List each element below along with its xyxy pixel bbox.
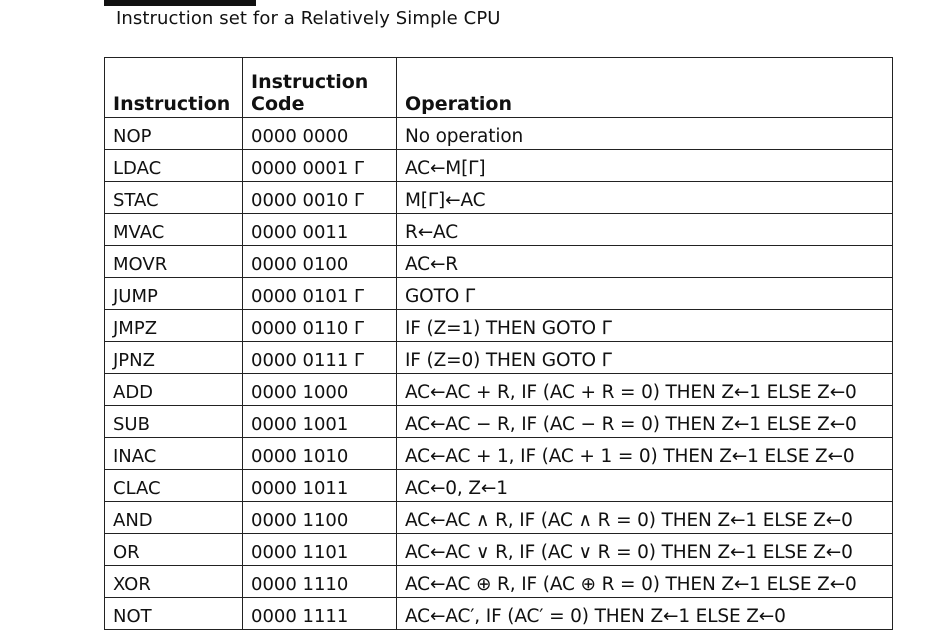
table-caption: Instruction set for a Relatively Simple CPU [116, 8, 501, 29]
table-row [105, 342, 893, 374]
cell-operation: AC←AC ⊕ R, IF (AC ⊕ R = 0) THEN Z←1 ELSE Z←0 [397, 566, 893, 598]
cell-code: 0000 1011 [243, 470, 397, 502]
table-row [105, 470, 893, 502]
cell-code: 0000 0111 Γ [243, 342, 397, 374]
cell-operation: AC←AC − R, IF (AC − R = 0) THEN Z←1 ELSE Z←0 [397, 406, 893, 438]
cell-code: 0000 1000 [243, 374, 397, 406]
instruction-table [104, 57, 893, 630]
cell-operation: AC←AC + R, IF (AC + R = 0) THEN Z←1 ELSE Z←0 [397, 374, 893, 406]
cell-code: 0000 0110 Γ [243, 310, 397, 342]
cell-instruction: STAC [105, 182, 243, 214]
table-row [105, 214, 893, 246]
cell-operation: IF (Z=0) THEN GOTO Γ [397, 342, 893, 374]
cell-operation: R←AC [397, 214, 893, 246]
cell-operation: AC←AC ∧ R, IF (AC ∧ R = 0) THEN Z←1 ELSE Z←0 [397, 502, 893, 534]
cell-code: 0000 0010 Γ [243, 182, 397, 214]
cell-instruction: LDAC [105, 150, 243, 182]
cell-operation: AC←R [397, 246, 893, 278]
cell-operation: AC←AC′, IF (AC′ = 0) THEN Z←1 ELSE Z←0 [397, 598, 893, 630]
table-row [105, 438, 893, 470]
cell-instruction: ADD [105, 374, 243, 406]
table-row [105, 310, 893, 342]
cell-code: 0000 1101 [243, 534, 397, 566]
cell-instruction: OR [105, 534, 243, 566]
table-row [105, 246, 893, 278]
cell-code: 0000 1110 [243, 566, 397, 598]
cell-instruction: JPNZ [105, 342, 243, 374]
cell-code: 0000 0000 [243, 118, 397, 150]
cell-instruction: SUB [105, 406, 243, 438]
table-row [105, 118, 893, 150]
cell-instruction: NOP [105, 118, 243, 150]
cell-instruction: MVAC [105, 214, 243, 246]
cell-code: 0000 1010 [243, 438, 397, 470]
header-operation: Operation [397, 58, 893, 118]
table-row [105, 374, 893, 406]
cell-operation: No operation [397, 118, 893, 150]
cell-code: 0000 1111 [243, 598, 397, 630]
cell-instruction: XOR [105, 566, 243, 598]
cell-code: 0000 0011 [243, 214, 397, 246]
header-instruction: Instruction [105, 58, 243, 118]
header-code [243, 58, 397, 118]
cell-instruction: MOVR [105, 246, 243, 278]
header-row [105, 58, 893, 118]
table-row [105, 406, 893, 438]
cell-code: 0000 1100 [243, 502, 397, 534]
table-row [105, 502, 893, 534]
cell-operation: AC←0, Z←1 [397, 470, 893, 502]
cell-operation: AC←M[Γ] [397, 150, 893, 182]
cell-operation: AC←AC + 1, IF (AC + 1 = 0) THEN Z←1 ELSE Z←0 [397, 438, 893, 470]
table-row [105, 566, 893, 598]
table-row [105, 534, 893, 566]
table-row [105, 598, 893, 630]
cell-instruction: JUMP [105, 278, 243, 310]
cell-operation: IF (Z=1) THEN GOTO Γ [397, 310, 893, 342]
title-bar-decoration [104, 0, 256, 6]
header-code-label: Instruction Code [251, 71, 369, 115]
table-row [105, 182, 893, 214]
cell-code: 0000 0001 Γ [243, 150, 397, 182]
cell-instruction: INAC [105, 438, 243, 470]
table-row [105, 150, 893, 182]
cell-operation: GOTO Γ [397, 278, 893, 310]
cell-code: 0000 1001 [243, 406, 397, 438]
cell-operation: AC←AC ∨ R, IF (AC ∨ R = 0) THEN Z←1 ELSE Z←0 [397, 534, 893, 566]
table-row [105, 278, 893, 310]
cell-instruction: AND [105, 502, 243, 534]
cell-code: 0000 0101 Γ [243, 278, 397, 310]
cell-instruction: CLAC [105, 470, 243, 502]
cell-operation: M[Γ]←AC [397, 182, 893, 214]
cell-instruction: JMPZ [105, 310, 243, 342]
cell-instruction: NOT [105, 598, 243, 630]
cell-code: 0000 0100 [243, 246, 397, 278]
